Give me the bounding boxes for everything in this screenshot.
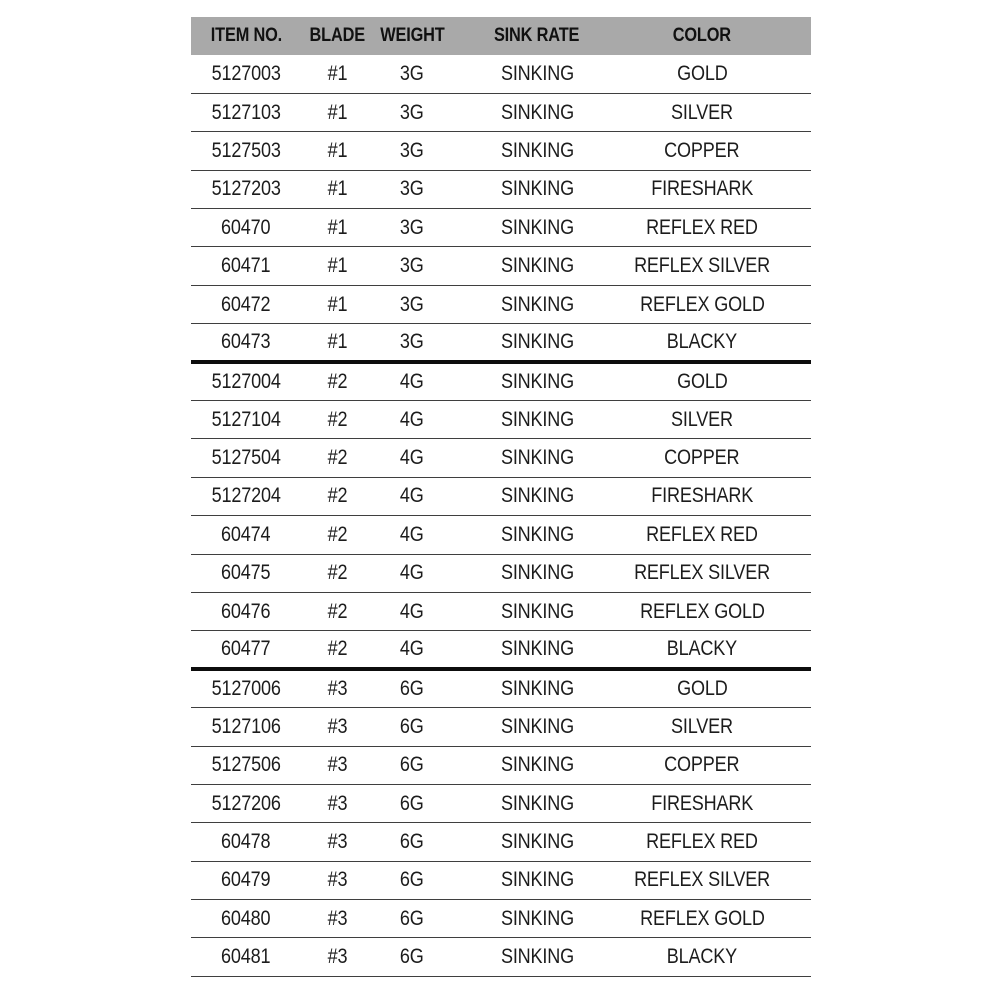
cell-item-no bbox=[191, 900, 301, 938]
cell-blade bbox=[301, 938, 373, 976]
cell-value: SILVER bbox=[671, 714, 733, 738]
cell-weight bbox=[373, 93, 451, 131]
cell-color bbox=[623, 285, 811, 323]
cell-value: 5127503 bbox=[211, 138, 281, 162]
table-header-row bbox=[191, 17, 811, 55]
column-header-label: BLADE bbox=[309, 25, 365, 46]
column-header-weight bbox=[373, 17, 451, 55]
cell-value: #1 bbox=[327, 177, 347, 201]
cell-value: GOLD bbox=[676, 677, 728, 701]
cell-value: #3 bbox=[327, 677, 347, 701]
cell-value: 5127004 bbox=[211, 370, 281, 394]
cell-color bbox=[623, 631, 811, 669]
cell-sink-rate bbox=[451, 938, 623, 976]
cell-value: #3 bbox=[327, 753, 347, 777]
cell-value: #2 bbox=[327, 484, 347, 508]
cell-value: SINKING bbox=[500, 138, 574, 162]
column-header-label: WEIGHT bbox=[379, 25, 445, 46]
cell-color bbox=[623, 938, 811, 976]
cell-color bbox=[623, 247, 811, 285]
table-row bbox=[191, 362, 811, 400]
cell-weight bbox=[373, 170, 451, 208]
cell-value: BLACKY bbox=[666, 945, 738, 969]
table-row bbox=[191, 324, 811, 362]
cell-value: #3 bbox=[327, 945, 347, 969]
cell-value: SINKING bbox=[500, 484, 574, 508]
cell-color bbox=[623, 746, 811, 784]
cell-value: 6G bbox=[400, 714, 424, 738]
cell-color bbox=[623, 516, 811, 554]
cell-item-no bbox=[191, 439, 301, 477]
cell-sink-rate bbox=[451, 784, 623, 822]
cell-item-no bbox=[191, 55, 301, 93]
cell-weight bbox=[373, 247, 451, 285]
cell-sink-rate bbox=[451, 861, 623, 899]
cell-weight bbox=[373, 631, 451, 669]
cell-value: 4G bbox=[400, 407, 424, 431]
cell-value: 60472 bbox=[221, 292, 271, 316]
table-header bbox=[191, 17, 811, 55]
cell-sink-rate bbox=[451, 900, 623, 938]
cell-item-no bbox=[191, 209, 301, 247]
cell-value: 5127106 bbox=[211, 714, 281, 738]
cell-blade bbox=[301, 439, 373, 477]
cell-weight bbox=[373, 708, 451, 746]
cell-value: REFLEX SILVER bbox=[634, 868, 771, 892]
cell-sink-rate bbox=[451, 93, 623, 131]
cell-value: 4G bbox=[400, 370, 424, 394]
cell-value: REFLEX GOLD bbox=[639, 292, 765, 316]
cell-color bbox=[623, 900, 811, 938]
cell-item-no bbox=[191, 285, 301, 323]
cell-value: 4G bbox=[400, 561, 424, 585]
cell-value: SINKING bbox=[500, 561, 574, 585]
cell-weight bbox=[373, 669, 451, 707]
cell-value: 60481 bbox=[221, 945, 271, 969]
cell-blade bbox=[301, 132, 373, 170]
cell-value: SINKING bbox=[500, 753, 574, 777]
cell-color bbox=[623, 823, 811, 861]
cell-value: 5127206 bbox=[211, 791, 281, 815]
cell-value: SINKING bbox=[500, 677, 574, 701]
table-row bbox=[191, 861, 811, 899]
cell-value: SINKING bbox=[500, 254, 574, 278]
cell-weight bbox=[373, 55, 451, 93]
cell-color bbox=[623, 592, 811, 630]
cell-value: 4G bbox=[400, 484, 424, 508]
column-header-label: COLOR bbox=[672, 25, 732, 46]
cell-value: SINKING bbox=[500, 100, 574, 124]
cell-blade bbox=[301, 55, 373, 93]
table-row bbox=[191, 554, 811, 592]
cell-weight bbox=[373, 324, 451, 362]
cell-value: 60475 bbox=[221, 561, 271, 585]
table-row bbox=[191, 401, 811, 439]
cell-blade bbox=[301, 285, 373, 323]
table-row bbox=[191, 55, 811, 93]
cell-value: 3G bbox=[400, 61, 424, 85]
cell-value: 3G bbox=[400, 177, 424, 201]
cell-color bbox=[623, 401, 811, 439]
cell-sink-rate bbox=[451, 669, 623, 707]
table-row bbox=[191, 93, 811, 131]
cell-value: SINKING bbox=[500, 522, 574, 546]
cell-value: 4G bbox=[400, 599, 424, 623]
cell-value: SINKING bbox=[500, 637, 574, 661]
cell-value: SINKING bbox=[500, 906, 574, 930]
cell-blade bbox=[301, 362, 373, 400]
cell-value: BLACKY bbox=[666, 330, 738, 354]
cell-value: SINKING bbox=[500, 370, 574, 394]
cell-blade bbox=[301, 861, 373, 899]
table-row bbox=[191, 477, 811, 515]
table-row bbox=[191, 285, 811, 323]
table-row bbox=[191, 746, 811, 784]
table-row bbox=[191, 938, 811, 976]
cell-item-no bbox=[191, 93, 301, 131]
cell-item-no bbox=[191, 823, 301, 861]
cell-value: SINKING bbox=[500, 714, 574, 738]
cell-weight bbox=[373, 784, 451, 822]
column-header-item-no bbox=[191, 17, 301, 55]
cell-value: 4G bbox=[400, 446, 424, 470]
cell-value: #3 bbox=[327, 830, 347, 853]
cell-sink-rate bbox=[451, 516, 623, 554]
cell-value: REFLEX GOLD bbox=[639, 599, 765, 623]
cell-value: GOLD bbox=[676, 370, 728, 394]
cell-value: SINKING bbox=[500, 599, 574, 623]
cell-blade bbox=[301, 209, 373, 247]
cell-value: SINKING bbox=[500, 407, 574, 431]
cell-value: 5127506 bbox=[211, 753, 281, 777]
cell-value: GOLD bbox=[676, 61, 728, 85]
table-row bbox=[191, 669, 811, 707]
cell-sink-rate bbox=[451, 285, 623, 323]
cell-weight bbox=[373, 900, 451, 938]
cell-value: REFLEX SILVER bbox=[634, 561, 771, 585]
cell-weight bbox=[373, 285, 451, 323]
column-header-blade bbox=[301, 17, 373, 55]
cell-sink-rate bbox=[451, 708, 623, 746]
cell-item-no bbox=[191, 516, 301, 554]
cell-blade bbox=[301, 669, 373, 707]
table-row bbox=[191, 439, 811, 477]
cell-item-no bbox=[191, 132, 301, 170]
cell-blade bbox=[301, 784, 373, 822]
cell-value: 60474 bbox=[221, 522, 271, 546]
cell-value: #2 bbox=[327, 561, 347, 585]
cell-item-no bbox=[191, 592, 301, 630]
cell-item-no bbox=[191, 938, 301, 976]
cell-value: #3 bbox=[327, 714, 347, 738]
cell-value: #3 bbox=[327, 906, 347, 930]
table-row bbox=[191, 631, 811, 669]
cell-value: 6G bbox=[400, 677, 424, 701]
table-row bbox=[191, 247, 811, 285]
table-row bbox=[191, 823, 811, 861]
cell-weight bbox=[373, 554, 451, 592]
cell-sink-rate bbox=[451, 554, 623, 592]
cell-value: 3G bbox=[400, 138, 424, 162]
cell-sink-rate bbox=[451, 132, 623, 170]
cell-item-no bbox=[191, 170, 301, 208]
cell-value: SINKING bbox=[500, 61, 574, 85]
cell-blade bbox=[301, 477, 373, 515]
cell-value: 3G bbox=[400, 100, 424, 124]
cell-value: #2 bbox=[327, 522, 347, 546]
table-row bbox=[191, 170, 811, 208]
cell-weight bbox=[373, 132, 451, 170]
cell-value: 5127003 bbox=[211, 61, 281, 85]
cell-blade bbox=[301, 324, 373, 362]
cell-value: #1 bbox=[327, 330, 347, 354]
cell-value: 60478 bbox=[221, 830, 271, 853]
cell-value: #1 bbox=[327, 61, 347, 85]
table-row bbox=[191, 784, 811, 822]
cell-value: SINKING bbox=[500, 292, 574, 316]
cell-color bbox=[623, 209, 811, 247]
cell-color bbox=[623, 554, 811, 592]
cell-value: 6G bbox=[400, 945, 424, 969]
cell-value: 60471 bbox=[221, 254, 271, 278]
cell-item-no bbox=[191, 401, 301, 439]
cell-value: #2 bbox=[327, 637, 347, 661]
cell-value: 5127203 bbox=[211, 177, 281, 201]
cell-color bbox=[623, 132, 811, 170]
cell-sink-rate bbox=[451, 170, 623, 208]
cell-value: 6G bbox=[400, 791, 424, 815]
cell-color bbox=[623, 324, 811, 362]
product-spec-table bbox=[191, 17, 811, 977]
cell-value: SINKING bbox=[500, 791, 574, 815]
cell-item-no bbox=[191, 746, 301, 784]
cell-sink-rate bbox=[451, 477, 623, 515]
cell-value: 60480 bbox=[221, 906, 271, 930]
cell-value: #1 bbox=[327, 100, 347, 124]
cell-value: #2 bbox=[327, 446, 347, 470]
cell-color bbox=[623, 362, 811, 400]
cell-value: #2 bbox=[327, 370, 347, 394]
cell-item-no bbox=[191, 708, 301, 746]
cell-color bbox=[623, 861, 811, 899]
cell-sink-rate bbox=[451, 592, 623, 630]
cell-weight bbox=[373, 516, 451, 554]
cell-value: SINKING bbox=[500, 830, 574, 853]
cell-blade bbox=[301, 516, 373, 554]
column-header-sink-rate bbox=[451, 17, 623, 55]
cell-value: SILVER bbox=[671, 100, 733, 124]
cell-item-no bbox=[191, 247, 301, 285]
cell-blade bbox=[301, 170, 373, 208]
cell-item-no bbox=[191, 362, 301, 400]
cell-blade bbox=[301, 554, 373, 592]
cell-weight bbox=[373, 209, 451, 247]
cell-value: 60477 bbox=[221, 637, 271, 661]
cell-item-no bbox=[191, 784, 301, 822]
cell-blade bbox=[301, 708, 373, 746]
cell-value: 60479 bbox=[221, 868, 271, 892]
table-row bbox=[191, 900, 811, 938]
cell-color bbox=[623, 55, 811, 93]
cell-value: #1 bbox=[327, 254, 347, 278]
cell-value: FIRESHARK bbox=[651, 484, 753, 508]
cell-value: SINKING bbox=[500, 215, 574, 239]
cell-value: 5127204 bbox=[211, 484, 281, 508]
cell-value: 6G bbox=[400, 868, 424, 892]
cell-value: 5127104 bbox=[211, 407, 281, 431]
cell-weight bbox=[373, 439, 451, 477]
cell-value: BLACKY bbox=[666, 637, 738, 661]
column-header-label: SINK RATE bbox=[494, 25, 580, 46]
cell-value: FIRESHARK bbox=[651, 177, 753, 201]
cell-value: REFLEX GOLD bbox=[639, 906, 765, 930]
cell-value: #3 bbox=[327, 868, 347, 892]
table-row bbox=[191, 209, 811, 247]
cell-weight bbox=[373, 477, 451, 515]
column-header-label: ITEM NO. bbox=[210, 25, 282, 46]
cell-weight bbox=[373, 823, 451, 861]
cell-blade bbox=[301, 93, 373, 131]
cell-value: REFLEX RED bbox=[646, 522, 758, 546]
cell-weight bbox=[373, 362, 451, 400]
cell-value: COPPER bbox=[664, 753, 740, 777]
cell-value: SINKING bbox=[500, 868, 574, 892]
cell-value: #2 bbox=[327, 407, 347, 431]
cell-color bbox=[623, 170, 811, 208]
cell-value: 4G bbox=[400, 522, 424, 546]
cell-value: 3G bbox=[400, 254, 424, 278]
cell-value: 3G bbox=[400, 215, 424, 239]
cell-value: FIRESHARK bbox=[651, 791, 753, 815]
cell-item-no bbox=[191, 324, 301, 362]
cell-value: 4G bbox=[400, 637, 424, 661]
cell-blade bbox=[301, 823, 373, 861]
cell-blade bbox=[301, 746, 373, 784]
cell-blade bbox=[301, 900, 373, 938]
cell-value: 60476 bbox=[221, 599, 271, 623]
cell-value: #2 bbox=[327, 599, 347, 623]
cell-weight bbox=[373, 746, 451, 784]
cell-sink-rate bbox=[451, 209, 623, 247]
cell-sink-rate bbox=[451, 401, 623, 439]
cell-value: COPPER bbox=[664, 446, 740, 470]
cell-color bbox=[623, 669, 811, 707]
cell-color bbox=[623, 708, 811, 746]
cell-color bbox=[623, 477, 811, 515]
cell-value: 60470 bbox=[221, 215, 271, 239]
cell-value: REFLEX RED bbox=[646, 215, 758, 239]
cell-value: SINKING bbox=[500, 446, 574, 470]
cell-value: COPPER bbox=[664, 138, 740, 162]
cell-item-no bbox=[191, 477, 301, 515]
table-row bbox=[191, 132, 811, 170]
cell-value: 5127006 bbox=[211, 677, 281, 701]
cell-sink-rate bbox=[451, 631, 623, 669]
table-row bbox=[191, 708, 811, 746]
cell-sink-rate bbox=[451, 746, 623, 784]
cell-item-no bbox=[191, 631, 301, 669]
cell-value: 5127103 bbox=[211, 100, 281, 124]
cell-value: REFLEX SILVER bbox=[634, 254, 771, 278]
cell-value: #1 bbox=[327, 215, 347, 239]
column-header-color bbox=[623, 17, 811, 55]
cell-color bbox=[623, 784, 811, 822]
cell-sink-rate bbox=[451, 362, 623, 400]
cell-sink-rate bbox=[451, 324, 623, 362]
cell-blade bbox=[301, 401, 373, 439]
cell-value: SINKING bbox=[500, 945, 574, 969]
cell-value: #1 bbox=[327, 138, 347, 162]
cell-blade bbox=[301, 592, 373, 630]
cell-value: 60473 bbox=[221, 330, 271, 354]
cell-value: SILVER bbox=[671, 407, 733, 431]
cell-value: 6G bbox=[400, 753, 424, 777]
cell-value: #3 bbox=[327, 791, 347, 815]
cell-item-no bbox=[191, 554, 301, 592]
cell-value: 5127504 bbox=[211, 446, 281, 470]
cell-sink-rate bbox=[451, 55, 623, 93]
table-row bbox=[191, 516, 811, 554]
table-row bbox=[191, 592, 811, 630]
cell-value: SINKING bbox=[500, 330, 574, 354]
cell-sink-rate bbox=[451, 247, 623, 285]
cell-weight bbox=[373, 861, 451, 899]
table-body bbox=[191, 55, 811, 976]
cell-value: 6G bbox=[400, 906, 424, 930]
cell-blade bbox=[301, 631, 373, 669]
cell-weight bbox=[373, 401, 451, 439]
cell-sink-rate bbox=[451, 439, 623, 477]
cell-value: 3G bbox=[400, 292, 424, 316]
cell-value: 6G bbox=[400, 830, 424, 853]
cell-value: 3G bbox=[400, 330, 424, 354]
cell-blade bbox=[301, 247, 373, 285]
cell-weight bbox=[373, 938, 451, 976]
cell-weight bbox=[373, 592, 451, 630]
cell-sink-rate bbox=[451, 823, 623, 861]
cell-value: #1 bbox=[327, 292, 347, 316]
cell-value: REFLEX RED bbox=[646, 830, 758, 853]
cell-value: SINKING bbox=[500, 177, 574, 201]
cell-color bbox=[623, 93, 811, 131]
cell-item-no bbox=[191, 669, 301, 707]
cell-item-no bbox=[191, 861, 301, 899]
cell-color bbox=[623, 439, 811, 477]
